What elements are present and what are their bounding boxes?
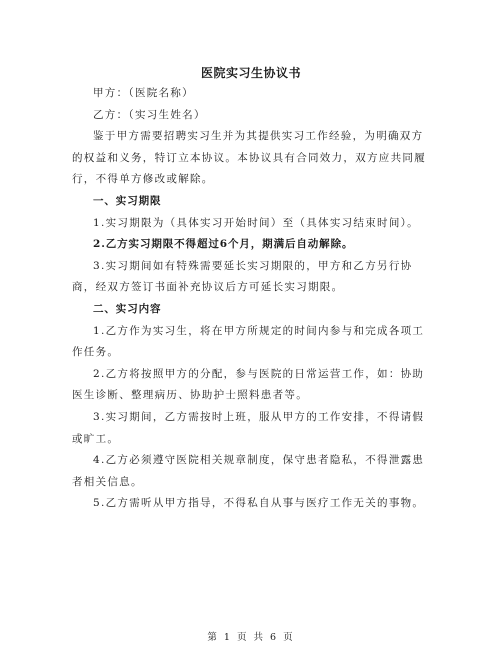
document-title: 医院实习生协议书	[200, 66, 301, 80]
clause-content-2: 2.乙方将按照甲方的分配，参与医院的日常运营工作，如：协助医生诊断、整理病历、协助护士照料患者等。	[72, 367, 425, 402]
clause-content-1: 1.乙方作为实习生，将在甲方所规定的时间内参与和完成各项工作任务。	[72, 324, 425, 359]
clause-period-1: 1.实习期限为（具体实习开始时间）至（具体实习结束时间）。	[93, 216, 419, 229]
party-a-line: 甲方：（医院名称）	[93, 87, 194, 99]
clause-content-5: 5.乙方需听从甲方指导，不得私自从事与医疗工作无关的事物。	[93, 497, 425, 510]
section-heading-internship-content: 二、实习内容	[93, 302, 162, 315]
clause-period-3: 3.实习期间如有特殊需要延长实习期限的，甲方和乙方另行协商，经双方签订书面补充协议后方可延长实习期限。	[72, 259, 413, 294]
document-body	[72, 83, 430, 515]
section-heading-internship-period: 一、实习期限	[93, 194, 162, 207]
clause-content-4: 4.乙方必须遵守医院相关规章制度，保守患者隐私，不得泄露患者相关信息。	[72, 454, 425, 488]
page-number-footer: 第 1 页 共 6 页	[207, 632, 295, 643]
clause-content-3: 3.实习期间，乙方需按时上班，服从甲方的工作安排，不得请假或旷工。	[72, 410, 425, 445]
clause-period-2: 2.乙方实习期限不得超过6个月，期满后自动解除。	[93, 238, 354, 251]
preamble-paragraph: 鉴于甲方需要招聘实习生并为其提供实习工作经验，为明确双方的权益和义务，特订立本协议。本协议具有合同效力，双方应共同履行，不得单方修改或解除。	[72, 130, 426, 186]
party-b-line: 乙方：（实习生姓名）	[93, 108, 206, 121]
